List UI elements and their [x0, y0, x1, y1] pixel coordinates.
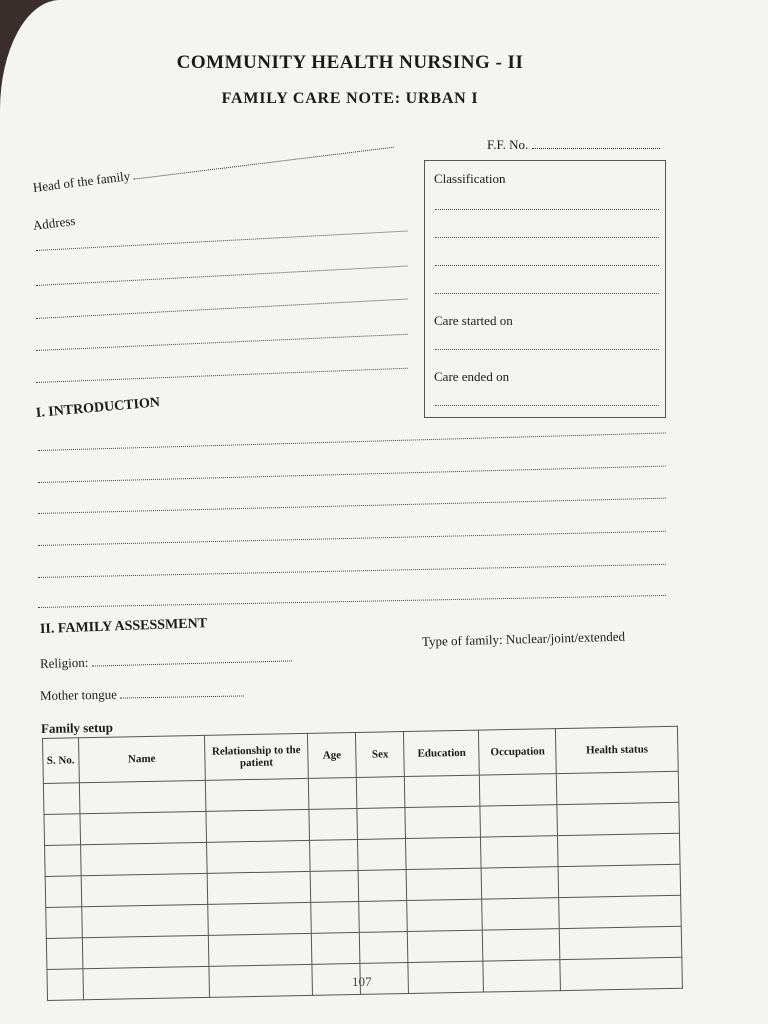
address-line-3[interactable] [36, 299, 408, 319]
care-ended-line[interactable] [435, 405, 659, 406]
classification-box [424, 160, 666, 418]
col-education: Education [404, 730, 480, 776]
family-setup-table [42, 726, 683, 1001]
mother-tongue-label: Mother tongue [39, 686, 118, 703]
address-line-5[interactable] [36, 368, 408, 383]
intro-line-6[interactable] [38, 595, 666, 608]
col-health-status: Health status [556, 726, 678, 773]
head-of-family-dots [132, 137, 393, 180]
page-subtitle: FAMILY CARE NOTE: URBAN I [221, 90, 479, 107]
address-line-4[interactable] [36, 334, 408, 351]
care-started-line[interactable] [435, 349, 659, 350]
ff-no-dots [532, 138, 660, 149]
col-relationship: Relationship to the patient [205, 733, 309, 780]
intro-line-1[interactable] [38, 432, 666, 451]
classification-line-3[interactable] [435, 265, 659, 266]
page-title: COMMUNITY HEALTH NURSING - II [176, 52, 524, 73]
classification-line-2[interactable] [435, 237, 659, 238]
classification-line-4[interactable] [435, 293, 659, 294]
religion-label: Religion: [39, 654, 89, 671]
intro-line-3[interactable] [38, 498, 666, 514]
care-started-label: Care started on [434, 313, 513, 328]
classification-line-1[interactable] [435, 209, 659, 210]
intro-line-2[interactable] [38, 466, 666, 483]
col-age: Age [307, 732, 356, 778]
family-setup-label: Family setup [40, 719, 113, 736]
col-sex: Sex [356, 732, 405, 778]
col-sno: S. No. [43, 738, 79, 784]
section-introduction: I. INTRODUCTION [35, 395, 161, 421]
intro-line-4[interactable] [38, 531, 666, 546]
col-occupation: Occupation [479, 729, 557, 775]
section-family-assessment: II. FAMILY ASSESSMENT [39, 616, 208, 637]
head-of-family-field[interactable] [32, 136, 394, 196]
type-of-family-label: Type of family: Nuclear/joint/extended [421, 628, 626, 649]
address-line-1[interactable] [36, 231, 408, 251]
ff-no-label: F.F. No. [487, 137, 529, 152]
intro-line-5[interactable] [38, 564, 666, 578]
mother-tongue-dots [120, 685, 244, 698]
care-ended-label: Care ended on [434, 369, 510, 384]
address-line-2[interactable] [36, 266, 408, 286]
ff-no-field[interactable] [487, 137, 660, 153]
religion-dots [91, 650, 291, 666]
head-of-family-label: Head of the family [32, 168, 131, 195]
page-number: 107 [352, 974, 372, 989]
col-name: Name [78, 735, 205, 782]
address-label: Address [32, 212, 77, 233]
classification-label: Classification [434, 171, 506, 186]
mother-tongue-field[interactable] [40, 684, 244, 704]
religion-field[interactable] [40, 649, 292, 672]
